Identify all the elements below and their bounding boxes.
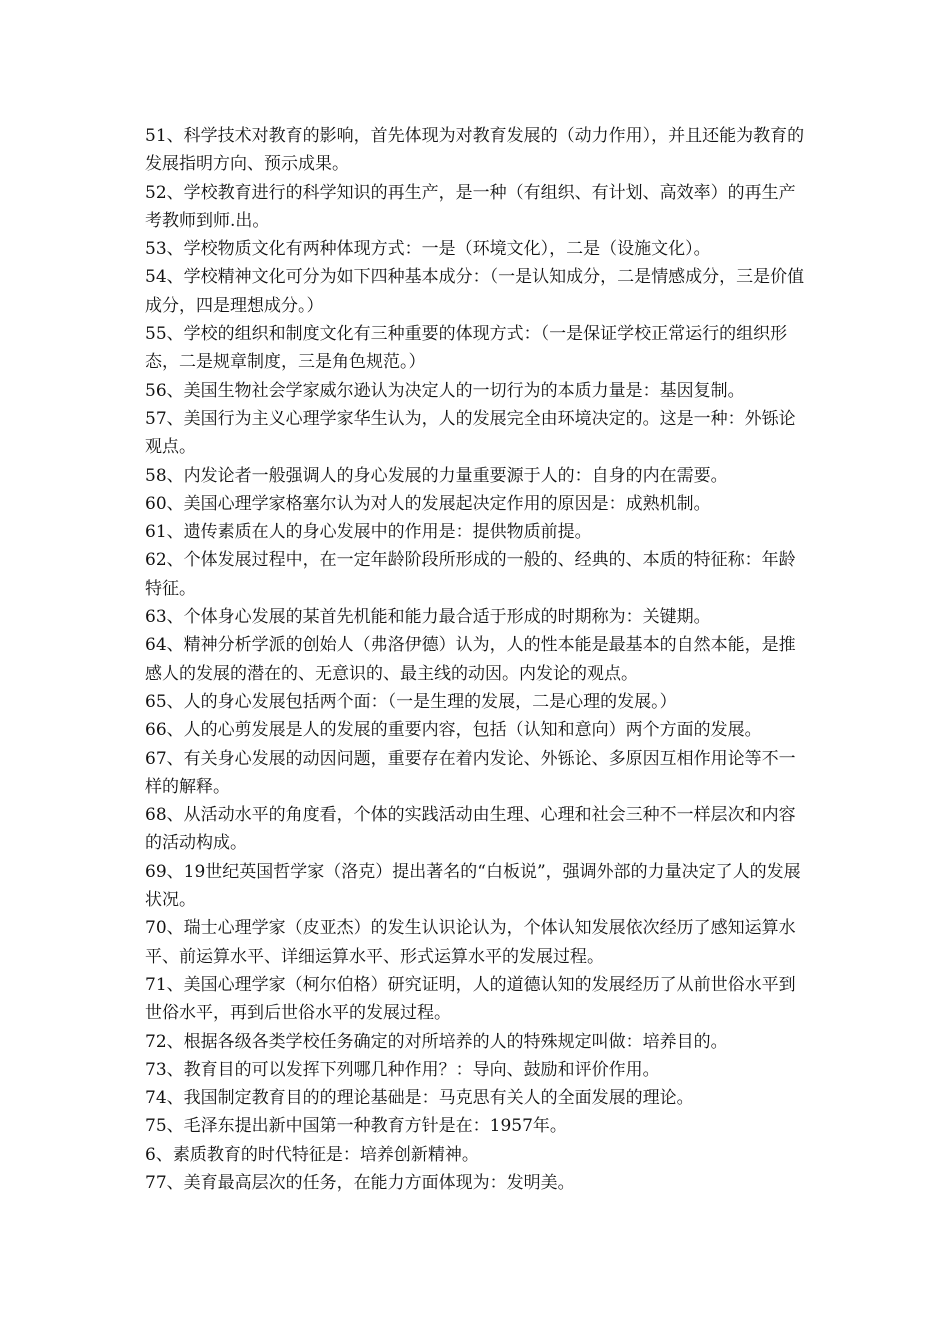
paragraph-75: 75、毛泽东提出新中国第一种教育方针是在：1957年。 bbox=[145, 1116, 567, 1137]
paragraph-72: 72、根据各级各类学校任务确定的对所培养的人的特殊规定叫做：培养目的。 bbox=[145, 1031, 728, 1052]
paragraph-56: 56、美国生物社会学家威尔逊认为决定人的一切行为的本质力量是：基因复制。 bbox=[145, 380, 745, 401]
paragraph-64: 64、精神分析学派的创始人（弗洛伊德）认为，人的性本能是最基本的自然本能，是推感人的发展的潜在的、无意识的、最主线的动因。内发论的观点。 bbox=[145, 635, 796, 684]
paragraph-65: 65、人的身心发展包括两个面：（一是生理的发展，二是心理的发展。） bbox=[145, 691, 677, 712]
paragraph-66: 66、人的心剪发展是人的发展的重要内容，包括（认知和意向）两个方面的发展。 bbox=[145, 720, 762, 741]
paragraph-57: 57、美国行为主义心理学家华生认为，人的发展完全由环境决定的。这是一种：外铄论观点。 bbox=[145, 408, 796, 458]
paragraph-63: 63、个体身心发展的某首先机能和能力最合适于形成的时期称为：关键期。 bbox=[145, 607, 711, 628]
paragraph-51: 51、科学技术对教育的影响，首先体现为对教育发展的（动力作用），并且还能为教育的发展指明方向、预示成果。 bbox=[145, 126, 805, 175]
paragraph-77: 77、美育最高层次的任务，在能力方面体现为：发明美。 bbox=[145, 1172, 575, 1193]
paragraph-60: 60、美国心理学家格塞尔认为对人的发展起决定作用的原因是：成熟机制。 bbox=[145, 493, 711, 514]
paragraph-6: 6、素质教育的时代特征是：培养创新精神。 bbox=[145, 1144, 479, 1165]
paragraph-74: 74、我国制定教育目的的理论基础是：马克思有关人的全面发展的理论。 bbox=[145, 1088, 694, 1109]
paragraph-71: 71、美国心理学家（柯尔伯格）研究证明，人的道德认知的发展经历了从前世俗水平到世俗水平，再到后世俗水平的发展过程。 bbox=[145, 974, 796, 1024]
document-body bbox=[145, 122, 810, 1197]
paragraph-54: 54、学校精神文化可分为如下四种基本成分：（一是认知成分，二是情感成分，三是价值成分，四是理想成分。） bbox=[145, 267, 805, 316]
paragraph-67: 67、有关身心发展的动因问题，重要存在着内发论、外铄论、多原因互相作用论等不一样的解释。 bbox=[145, 748, 796, 797]
paragraph-52: 52、学校教育进行的科学知识的再生产，是一种（有组织、有计划、高效率）的再生产考教师到师.出。 bbox=[145, 182, 796, 231]
paragraph-61: 61、遗传素质在人的身心发展中的作用是：提供物质前提。 bbox=[145, 522, 592, 543]
paragraph-69: 69、19世纪英国哲学家（洛克）提出著名的“白板说”，强调外部的力量决定了人的发展状况。 bbox=[145, 861, 801, 911]
paragraph-73: 73、教育目的可以发挥下列哪几种作用？：导向、鼓励和评价作用。 bbox=[145, 1059, 660, 1080]
paragraph-58: 58、内发论者一般强调人的身心发展的力量重要源于人的：自身的内在需要。 bbox=[145, 465, 728, 486]
paragraph-62: 62、个体发展过程中，在一定年龄阶段所形成的一般的、经典的、本质的特征称：年龄特征。 bbox=[145, 550, 796, 599]
paragraph-68: 68、从活动水平的角度看，个体的实践活动由生理、心理和社会三种不一样层次和内容的活动构成。 bbox=[145, 805, 796, 854]
paragraph-55: 55、学校的组织和制度文化有三种重要的体现方式：（一是保证学校正常运行的组织形态，二是规章制度，三是角色规范。） bbox=[145, 324, 788, 373]
paragraph-70: 70、瑞士心理学家（皮亚杰）的发生认识论认为，个体认知发展依次经历了感知运算水平、前运算水平、详细运算水平、形式运算水平的发展过程。 bbox=[145, 918, 796, 967]
paragraph-53: 53、学校物质文化有两种体现方式：一是（环境文化），二是（设施文化）。 bbox=[145, 239, 711, 260]
